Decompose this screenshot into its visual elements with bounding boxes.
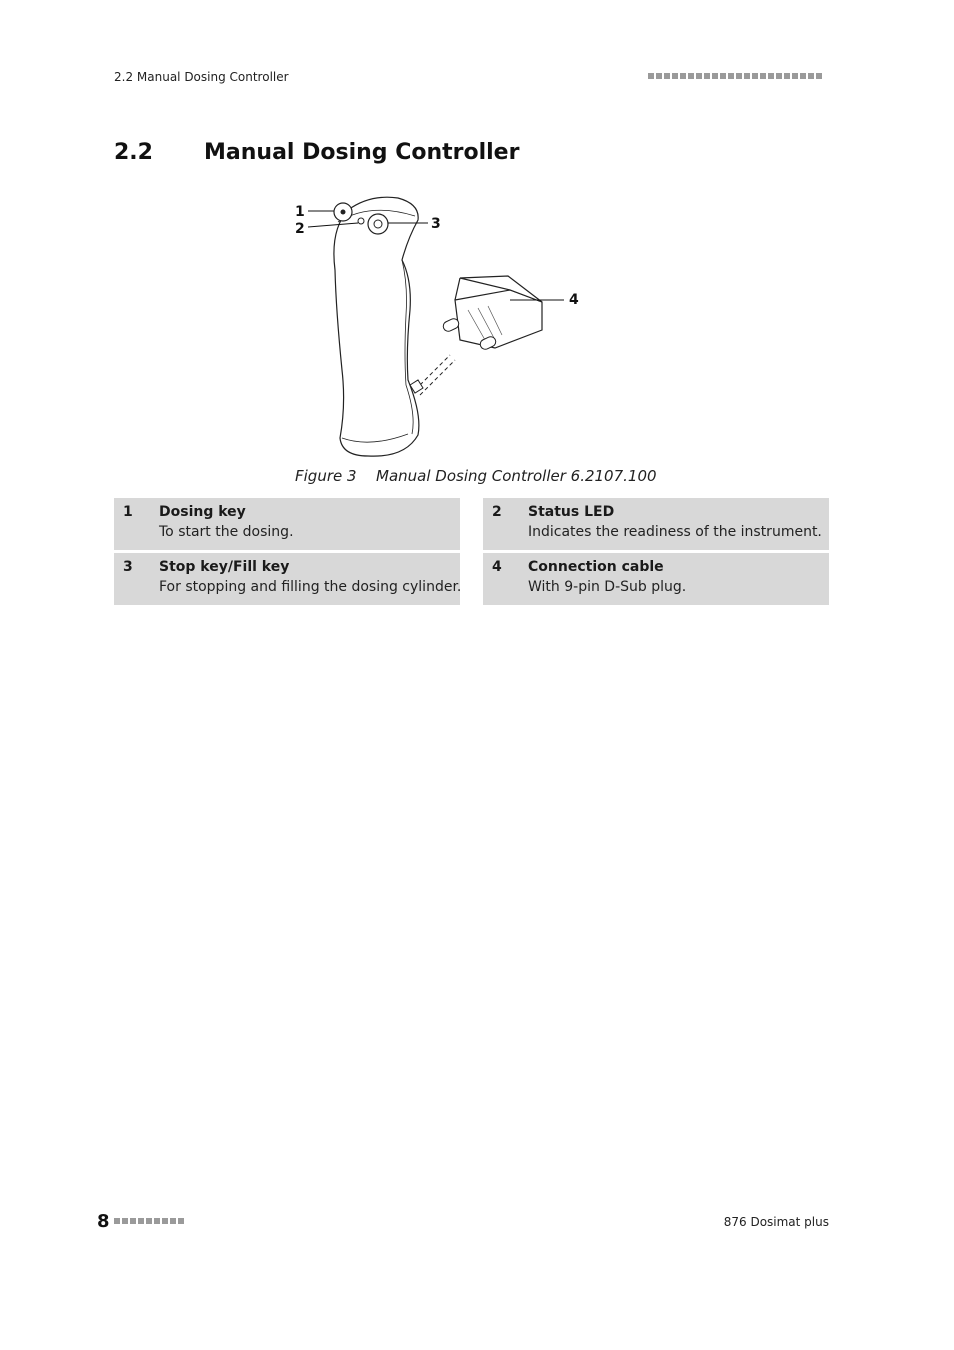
header-decor-squares (648, 73, 822, 79)
legend-description: To start the dosing. (159, 524, 294, 540)
legend-title: Status LED (528, 504, 615, 520)
legend-item (114, 498, 460, 550)
section-title: Manual Dosing Controller (204, 140, 520, 165)
legend-description: With 9-pin D-Sub plug. (528, 579, 687, 595)
legend-title: Stop key/Fill key (159, 559, 290, 575)
page-number: 8 (97, 1211, 110, 1232)
footer-product-name: 876 Dosimat plus (723, 1215, 829, 1229)
controller-illustration (280, 190, 600, 460)
legend-title: Dosing key (159, 504, 246, 520)
legend-number: 4 (492, 559, 502, 575)
legend-item (483, 553, 829, 605)
section-number: 2.2 (114, 140, 153, 165)
legend-description: Indicates the readiness of the instrument. (528, 524, 822, 540)
legend-number: 1 (123, 504, 133, 520)
legend-item (114, 553, 460, 605)
callout-3: 3 (431, 216, 441, 232)
legend-number: 3 (123, 559, 133, 575)
caption-text: Manual Dosing Controller 6.2107.100 (376, 467, 657, 485)
legend-description: For stopping and filling the dosing cylinder. (159, 579, 462, 595)
figure-caption (295, 467, 657, 485)
legend-number: 2 (492, 504, 502, 520)
controller-figure (280, 190, 600, 460)
legend-title: Connection cable (528, 559, 664, 575)
callout-1: 1 (295, 204, 305, 220)
callout-4: 4 (569, 292, 579, 308)
footer-decor-squares (114, 1218, 184, 1224)
caption-label: Figure 3 (295, 467, 357, 485)
callout-2: 2 (295, 221, 305, 237)
section-heading (114, 140, 519, 165)
running-header: 2.2 Manual Dosing Controller (114, 70, 289, 84)
legend-item (483, 498, 829, 550)
